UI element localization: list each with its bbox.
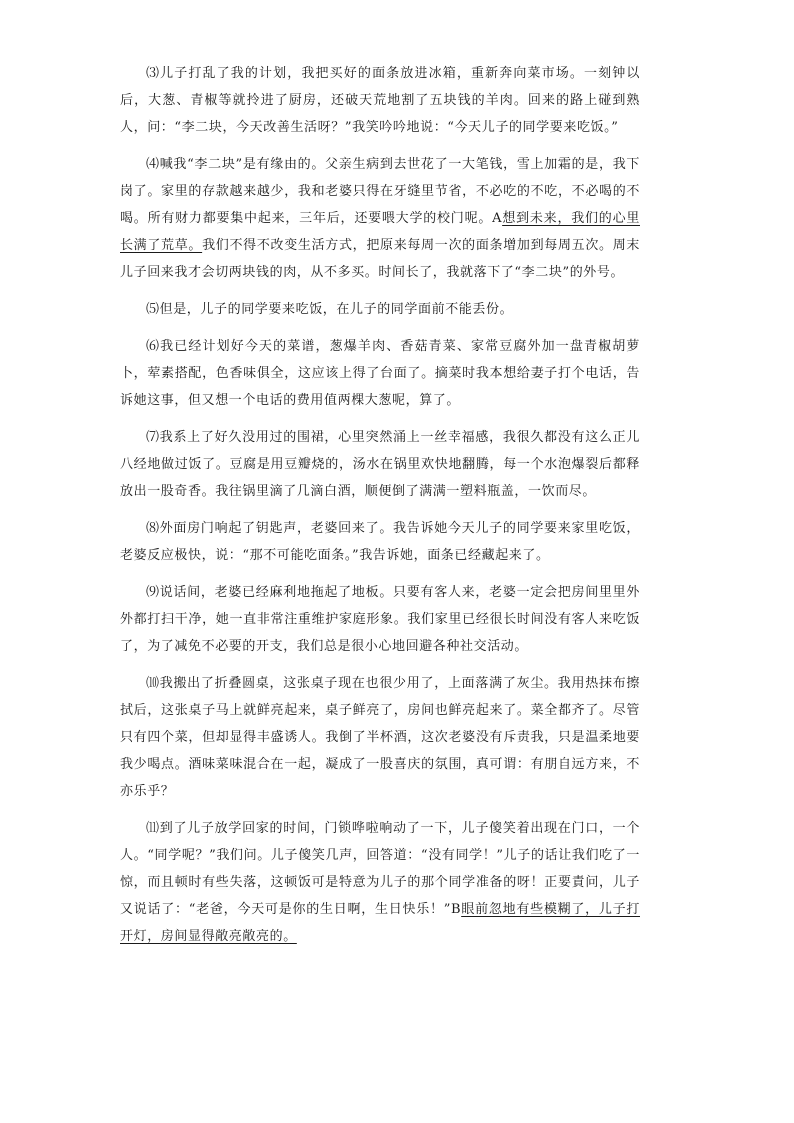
paragraph-11-text-start: ⑾到了儿子放学回家的时间，门锁哗啦响动了一下，儿子傻笑着出现在门口，一个人。“同学呢？”我们问。儿子傻笑几声，回答道：“没有同学！”儿子的话让我们吃了一惊，而且顿时有些失落，这顿饭可是特意为儿子的那个同学准备的呀！正要責问，儿子又说话了：“老爸，今天可是你的生日啊，生日快乐！”B xyxy=(120,821,640,917)
paragraph-7-text: ⑺我系上了好久没用过的围裙，心里突然涌上一丝幸福感，我很久都没有这么正儿八经地做过饭了。豆腐是用豆瓣烧的，汤水在锅里欢快地翻腾，每一个水泡爆裂后都释放出一股奇香。我往锅里滴了几滴白酒，顺便倒了满满一塑料瓶盖，一饮而尽。 xyxy=(120,430,640,499)
paragraph-5 xyxy=(120,296,640,323)
paragraph-5-text: ⑸但是，儿子的同学要来吃饭，在儿子的同学面前不能丢份。 xyxy=(146,302,514,317)
paragraph-9-text: ⑼说话间，老婆已经麻利地拖起了地板。只要有客人来，老婆一定会把房间里里外外都打扫干净，她一直非常注重维护家庭形象。我们家里已经很长时间没有客人来吃饭了，为了减免不必要的开支，我们总是很小心地回避各种社交活动。 xyxy=(120,585,640,654)
paragraph-9 xyxy=(120,579,640,660)
underlined-sentence-a: 想到未来，我们的心里长满了荒草。 xyxy=(120,211,640,253)
paragraph-3-text: ⑶儿子打乱了我的计划，我把买好的面条放进冰箱，重新奔向菜市场。一刻钟以后，大葱、青椒等就拎进了厨房，还破天荒地割了五块钱的羊肉。回来的路上碰到熟人，问：“李二块，今天改善生活呀？”我笑吟吟地说：“今天儿子的同学要来吃饭。” xyxy=(120,66,640,135)
paragraph-4 xyxy=(120,151,640,286)
paragraph-4-text-end: 我们不得不改变生活方式，把原来每周一次的面条增加到每周五次。周末儿子回来我才会切两块钱的肉，从不多买。时间长了，我就落下了“李二块”的外号。 xyxy=(120,238,640,280)
paragraph-7 xyxy=(120,424,640,505)
underlined-sentence-b: 眼前忽地有些模糊了，儿子打开灯，房间显得敞亮敞亮的。 xyxy=(120,902,640,944)
paragraph-10 xyxy=(120,670,640,805)
paragraph-8-text: ⑻外面房门响起了钥匙声，老婆回来了。我告诉她今天儿子的同学要来家里吃饭，老婆反应极快，说：“那不可能吃面条。”我告诉她，面条已经藏起来了。 xyxy=(120,521,640,563)
paragraph-10-text: ⑽我搬出了折叠圆桌，这张桌子现在也很少用了，上面落满了灰尘。我用热抹布擦拭后，这张桌子马上就鲜亮起来，桌子鲜亮了，房间也鲜亮起来了。菜全都齐了。尽管只有四个菜，但却显得丰盛诱人。我倒了半杯酒，这次老婆没有斥责我，只是温柔地要我少喝点。酒味菜味混合在一起，凝成了一股喜庆的氛围，真可谓：有朋自远方来，不亦乐乎？ xyxy=(120,676,640,799)
paragraph-4-text-start: ⑷喊我“李二块”是有缘由的。父亲生病到去世花了一大笔钱，雪上加霜的是，我下岗了。家里的存款越来越少，我和老婆只得在牙缝里节省，不必吃的不吃，不必喝的不喝。所有财力都要集中起来，三年后，还要喂大学的校门呢。A xyxy=(120,157,640,226)
article-body xyxy=(120,60,640,960)
paragraph-11 xyxy=(120,815,640,950)
paragraph-3 xyxy=(120,60,640,141)
paragraph-8 xyxy=(120,515,640,569)
paragraph-6-text: ⑹我已经计划好今天的菜谱，葱爆羊肉、香菇青菜、家常豆腐外加一盘青椒胡萝卜，荤素搭配，色香味俱全，这应该上得了台面了。摘菜时我本想给妻子打个电话，告诉她这事，但又想一个电话的费用值两棵大葱呢，算了。 xyxy=(120,339,640,408)
paragraph-6 xyxy=(120,333,640,414)
